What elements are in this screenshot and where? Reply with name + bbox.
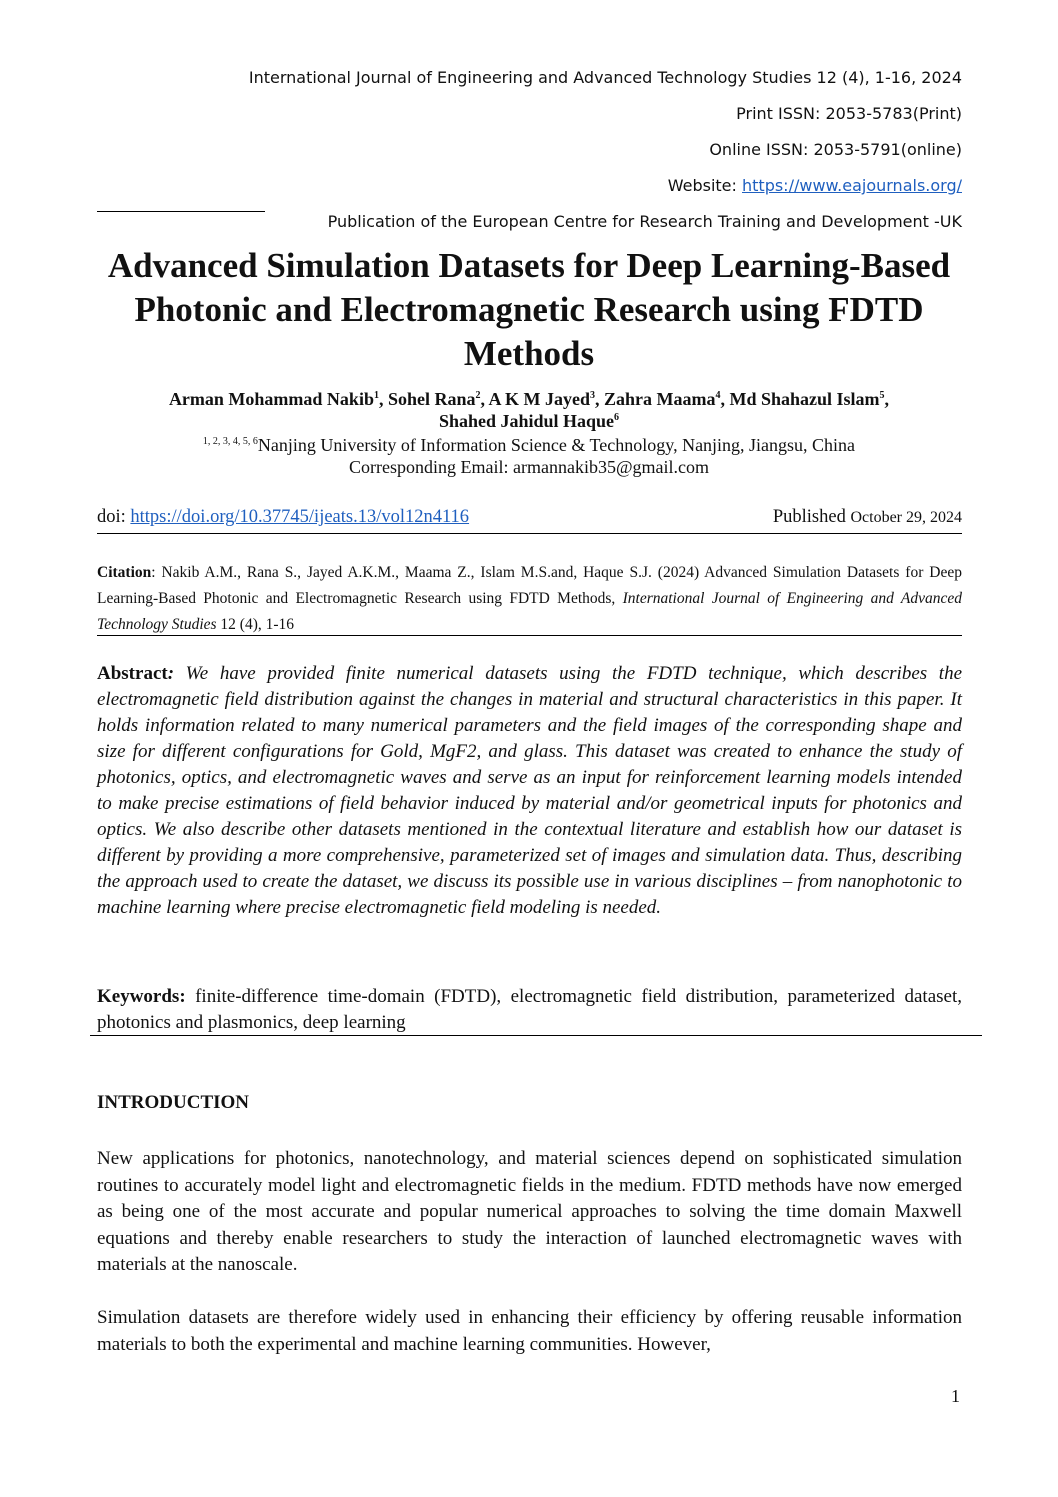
intro-paragraph-1: New applications for photonics, nanotechnology, and material sciences depend on sophisticated simulation routines to accurately model light and electromagnetic fields in the medium. FDTD methods have now emerged as being one of the most accurate and popular numerical approaches to solving the time domain Maxwell equations and thereby enable researchers to study the interaction of launched electromagnetic waves with materials at the nanoscale. [97, 1148, 962, 1275]
affiliation-superscripts: 1, 2, 3, 4, 5, 6 [202, 436, 258, 447]
author-name: Md Shahazul Islam [729, 389, 880, 409]
published-label: Published [772, 507, 846, 527]
header-rule-left [97, 211, 265, 212]
citation-tail: 12 (4), 1-16 [216, 616, 295, 633]
website-label: Website: [667, 176, 737, 195]
author-separator: , [595, 389, 604, 409]
citation-rule [97, 635, 962, 636]
keywords [97, 984, 962, 1036]
author-superscript: 1 [373, 390, 379, 401]
print-issn: Print ISSN: 2053-5783(Print) [736, 104, 962, 123]
author-name: Zahra Maama [604, 389, 716, 409]
author-separator: , [884, 389, 890, 409]
section-heading-introduction: INTRODUCTION [97, 1092, 250, 1113]
author-superscript: 4 [715, 390, 721, 401]
journal-line: International Journal of Engineering and Advanced Technology Studies 12 (4), 1-16, 2024 [248, 68, 962, 87]
citation-journal: International Journal of Engineering and Advanced Technology Studies [97, 590, 962, 633]
page-number: 1 [951, 1386, 960, 1406]
doi-label: doi: [97, 507, 126, 527]
paper-title: Advanced Simulation Datasets for Deep Learning-Based Photonic and Electromagnetic Research using FDTD Methods [107, 246, 951, 373]
doi-line [97, 507, 469, 528]
affiliation-block [80, 434, 978, 478]
author-superscript: 6 [614, 412, 620, 423]
website-link[interactable]: https://www.eajournals.org/ [742, 176, 962, 195]
published-date: October 29, 2024 [850, 509, 962, 526]
intro-paragraph-2: Simulation datasets are therefore widely used in enhancing their efficiency by offering reusable information materials to both the experimental and machine learning communities. However, [97, 1307, 962, 1355]
author-separator: , [378, 389, 388, 409]
abstract [97, 661, 962, 921]
author-separator: , [720, 389, 730, 409]
affiliation [80, 434, 978, 456]
doi-rule [97, 533, 962, 534]
author-superscript: 5 [879, 390, 885, 401]
keywords-rule [90, 1035, 982, 1036]
author-separator: , [480, 389, 489, 409]
doi-link[interactable]: https://doi.org/10.37745/ijeats.13/vol12n4116 [130, 507, 470, 527]
keywords-label: Keywords: [97, 986, 186, 1007]
online-issn: Online ISSN: 2053-5791(online) [709, 140, 962, 159]
published-line [773, 507, 962, 528]
publication-line: Publication of the European Centre for Research Training and Development -UK [327, 212, 962, 231]
abstract-colon: : [167, 663, 175, 684]
citation-label: Citation [97, 564, 152, 581]
author-name: Shahed Jahidul Haque [438, 411, 615, 431]
author-name: A K M Jayed [488, 389, 590, 409]
author-list [80, 388, 978, 432]
keywords-text: finite-difference time-domain (FDTD), electromagnetic field distribution, parameterized dataset, photonics and plasmonics, deep learning [97, 986, 962, 1033]
abstract-label: Abstract [97, 663, 168, 684]
affiliation-text: Nanjing University of Information Science & Technology, Nanjing, Jiangsu, China [257, 435, 856, 455]
corresponding-email: Corresponding Email: armannakib35@gmail.com [349, 457, 709, 477]
abstract-text: We have provided finite numerical datasets using the FDTD technique, which describes the electromagnetic field distribution against the changes in material and structural characteristics in this paper. It holds information related to many numerical parameters and the field images of the corresponding shape and size for different configurations for Gold, MgF2, and glass. This dataset was created to enhance the study of photonics, optics, and electromagnetic waves and serve as an input for reinforcement learning models intended to make precise estimations of field behavior induced by material and/or geometrical inputs for photonics and optics. We also describe other datasets mentioned in the contextual literature and establish how our dataset is different by providing a more comprehensive, parameterized set of images and simulation data. Thus, describing the approach used to create the dataset, we discuss its possible use in various disciplines – from nanophotonic to machine learning where precise electromagnetic field modeling is needed. [97, 663, 962, 918]
author-name: Arman Mohammad Nakib [168, 389, 374, 409]
citation [97, 560, 962, 638]
website-line [668, 176, 962, 195]
citation-text: : Nakib A.M., Rana S., Jayed A.K.M., Maama Z., Islam M.S.and, Haque S.J. (2024) Advanced Simulation Datasets for Deep Learning-Based Photonic and Electromagnetic Research using FDTD Methods, [97, 564, 962, 607]
author-superscript: 2 [475, 390, 481, 401]
author-name: Sohel Rana [387, 389, 476, 409]
author-superscript: 3 [590, 390, 595, 401]
